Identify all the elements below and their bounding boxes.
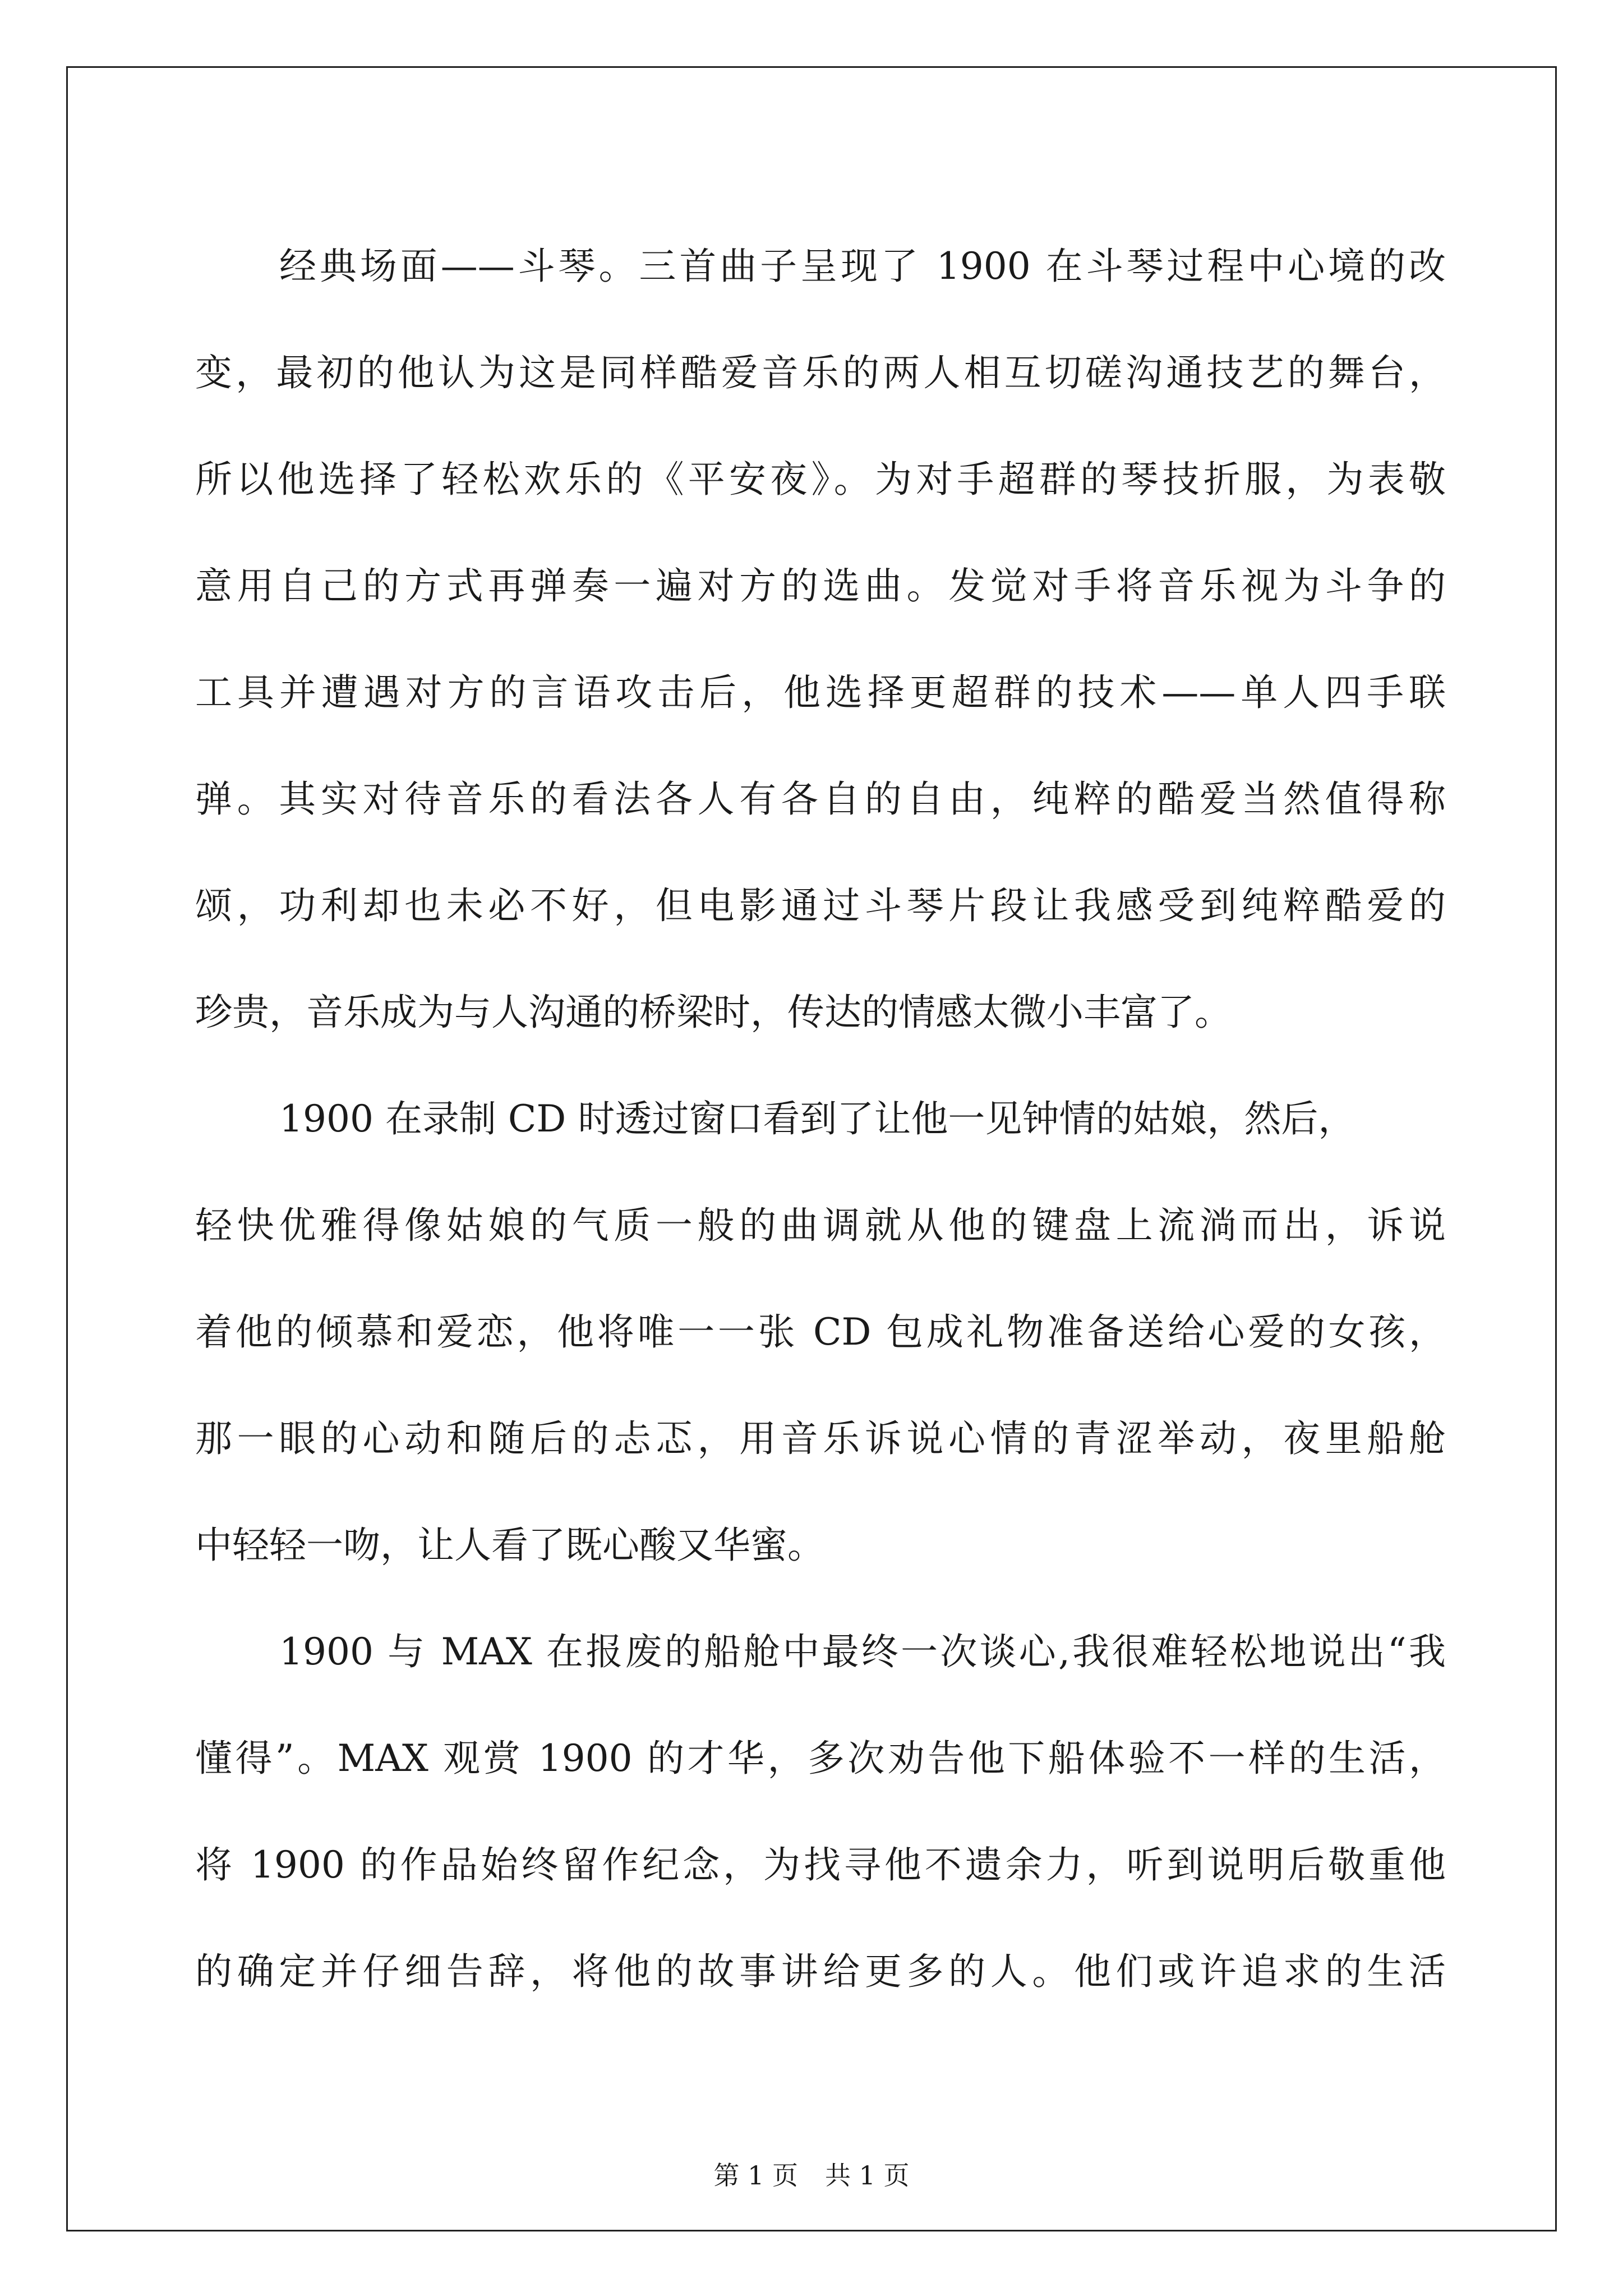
text-line: 1900 在录制 CD 时透过窗口看到了让他一见钟情的姑娘，然后， [279, 1097, 1355, 1140]
text-line: 懂得”。MAX 观赏 1900 的才华，多次劝告他下船体验不一样的生活， [195, 1737, 1446, 1780]
text-line: 经典场面——斗琴。三首曲子呈现了 1900 在斗琴过程中心境的改 [279, 245, 1446, 288]
text-line: 变，最初的他认为这是同样酷爱音乐的两人相互切磋沟通技艺的舞台， [195, 351, 1446, 394]
text-line: 着他的倾慕和爱恋，他将唯一一张 CD 包成礼物准备送给心爱的女孩， [195, 1310, 1446, 1354]
text-line: 珍贵，音乐成为与人沟通的桥梁时，传达的情感太微小丰富了。 [195, 991, 1232, 1034]
text-line: 那一眼的心动和随后的忐忑，用音乐诉说心情的青涩举动，夜里船舱 [195, 1417, 1446, 1460]
text-line: 工具并遭遇对方的言语攻击后，他选择更超群的技术——单人四手联 [195, 671, 1446, 714]
text-line: 的确定并仔细告辞，将他的故事讲给更多的人。他们或许追求的生活 [195, 1950, 1446, 1993]
text-line: 将 1900 的作品始终留作纪念，为找寻他不遗余力，听到说明后敬重他 [195, 1843, 1446, 1887]
page-total: 共 1 页 [825, 2160, 910, 2191]
text-line: 意用自己的方式再弹奏一遍对方的选曲。发觉对手将音乐视为斗争的 [195, 564, 1446, 608]
text-line: 轻快优雅得像姑娘的气质一般的曲调就从他的键盘上流淌而出，诉说 [195, 1204, 1446, 1247]
text-line: 弹。其实对待音乐的看法各人有各自的自由，纯粹的酷爱当然值得称 [195, 777, 1446, 821]
text-line: 中轻轻一吻，让人看了既心酸又华蜜。 [195, 1524, 824, 1567]
page-number: 第 1 页 [713, 2160, 798, 2191]
text-line: 1900 与 MAX 在报废的船舱中最终一次谈心,我很难轻松地说出“我 [279, 1630, 1446, 1673]
document-body [195, 213, 1446, 2025]
page-footer [0, 2159, 1623, 2192]
text-line: 颂，功利却也未必不好，但电影通过斗琴片段让我感受到纯粹酷爱的 [195, 884, 1446, 927]
text-line: 所以他选择了轻松欢乐的《平安夜》。为对手超群的琴技折服，为表敬 [195, 458, 1446, 501]
